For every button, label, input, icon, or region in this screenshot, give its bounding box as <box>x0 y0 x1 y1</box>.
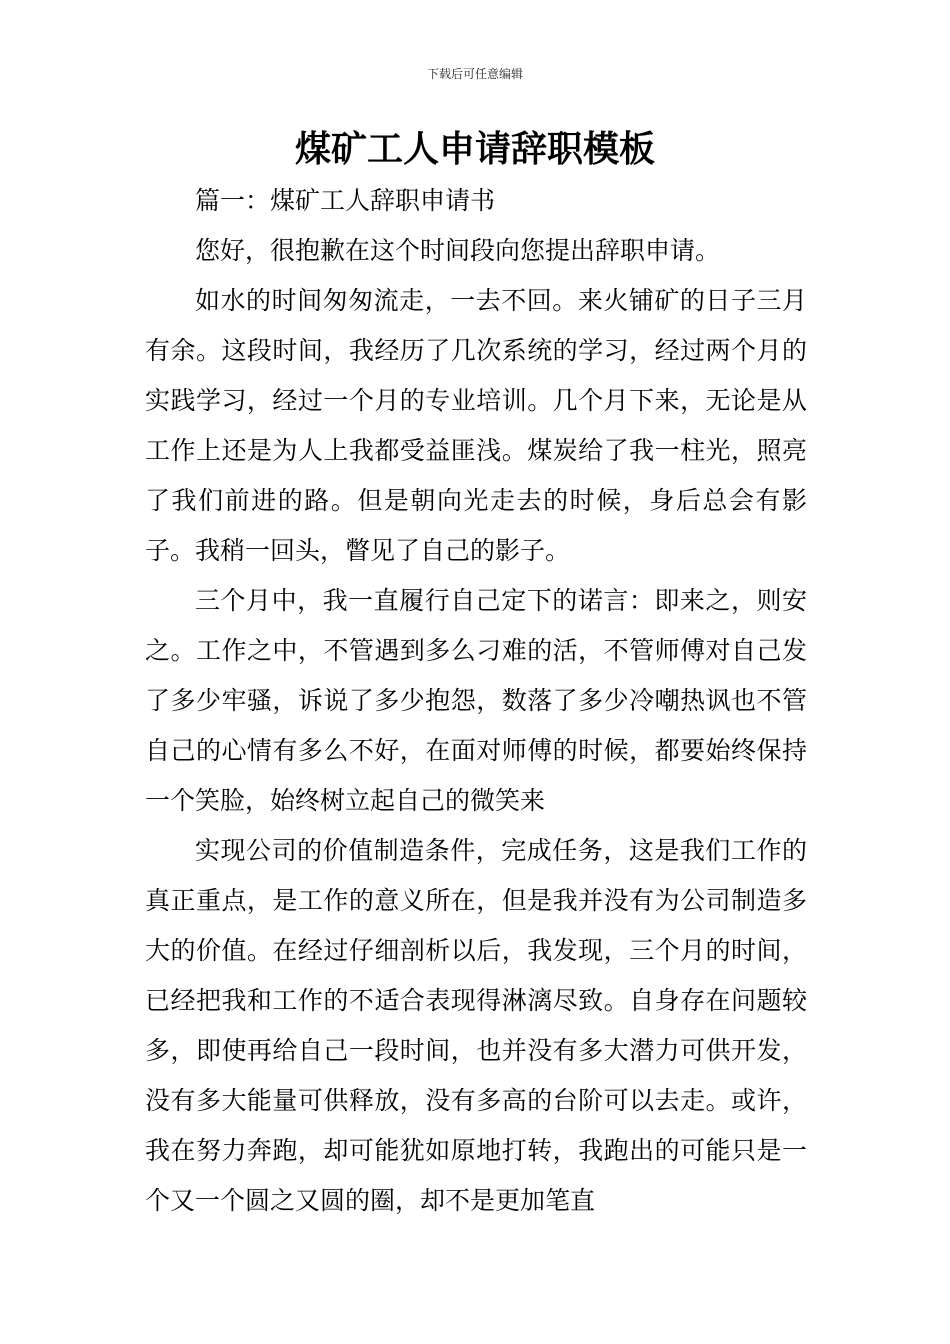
document-body <box>145 176 807 1226</box>
paragraph-3: 实现公司的价值制造条件，完成任务，这是我们工作的真正重点，是工作的意义所在，但是我并没有为公司制造多大的价值。在经过仔细剖析以后，我发现，三个月的时间，已经把我和工作的不适合表现得淋漓尽致。自身存在问题较多，即使再给自己一段时间，也并没有多大潜力可供开发，没有多大能量可供释放，没有多高的台阶可以去走。或许，我在努力奔跑，却可能犹如原地打转，我跑出的可能只是一个又一个圆之又圆的圈，却不是更加笔直 <box>145 836 807 1215</box>
document-title: 煤矿工人申请辞职模板 <box>294 129 655 170</box>
section-heading: 篇一：煤矿工人辞职申请书 <box>195 186 496 215</box>
paragraph-1: 如水的时间匆匆流走，一去不回。来火铺矿的日子三月有余。这段时间，我经历了几次系统的学习，经过两个月的实践学习，经过一个月的专业培训。几个月下来，无论是从工作上还是为人上我都受益匪浅。煤炭给了我一柱光，照亮了我们前进的路。但是朝向光走去的时候，身后总会有影子。我稍一回头，瞥见了自己的影子。 <box>145 286 807 565</box>
header-note: 下载后可任意编辑 <box>426 67 523 81</box>
paragraph-greeting: 您好，很抱歉在这个时间段向您提出辞职申请。 <box>195 236 721 265</box>
paragraph-2: 三个月中，我一直履行自己定下的诺言：即来之，则安之。工作之中，不管遇到多么刁难的活，不管师傅对自己发了多少牢骚，诉说了多少抱怨，数落了多少冷嘲热讽也不管自己的心情有多么不好，在面对师傅的时候，都要始终保持一个笑脸，始终树立起自己的微笑来 <box>145 586 807 815</box>
